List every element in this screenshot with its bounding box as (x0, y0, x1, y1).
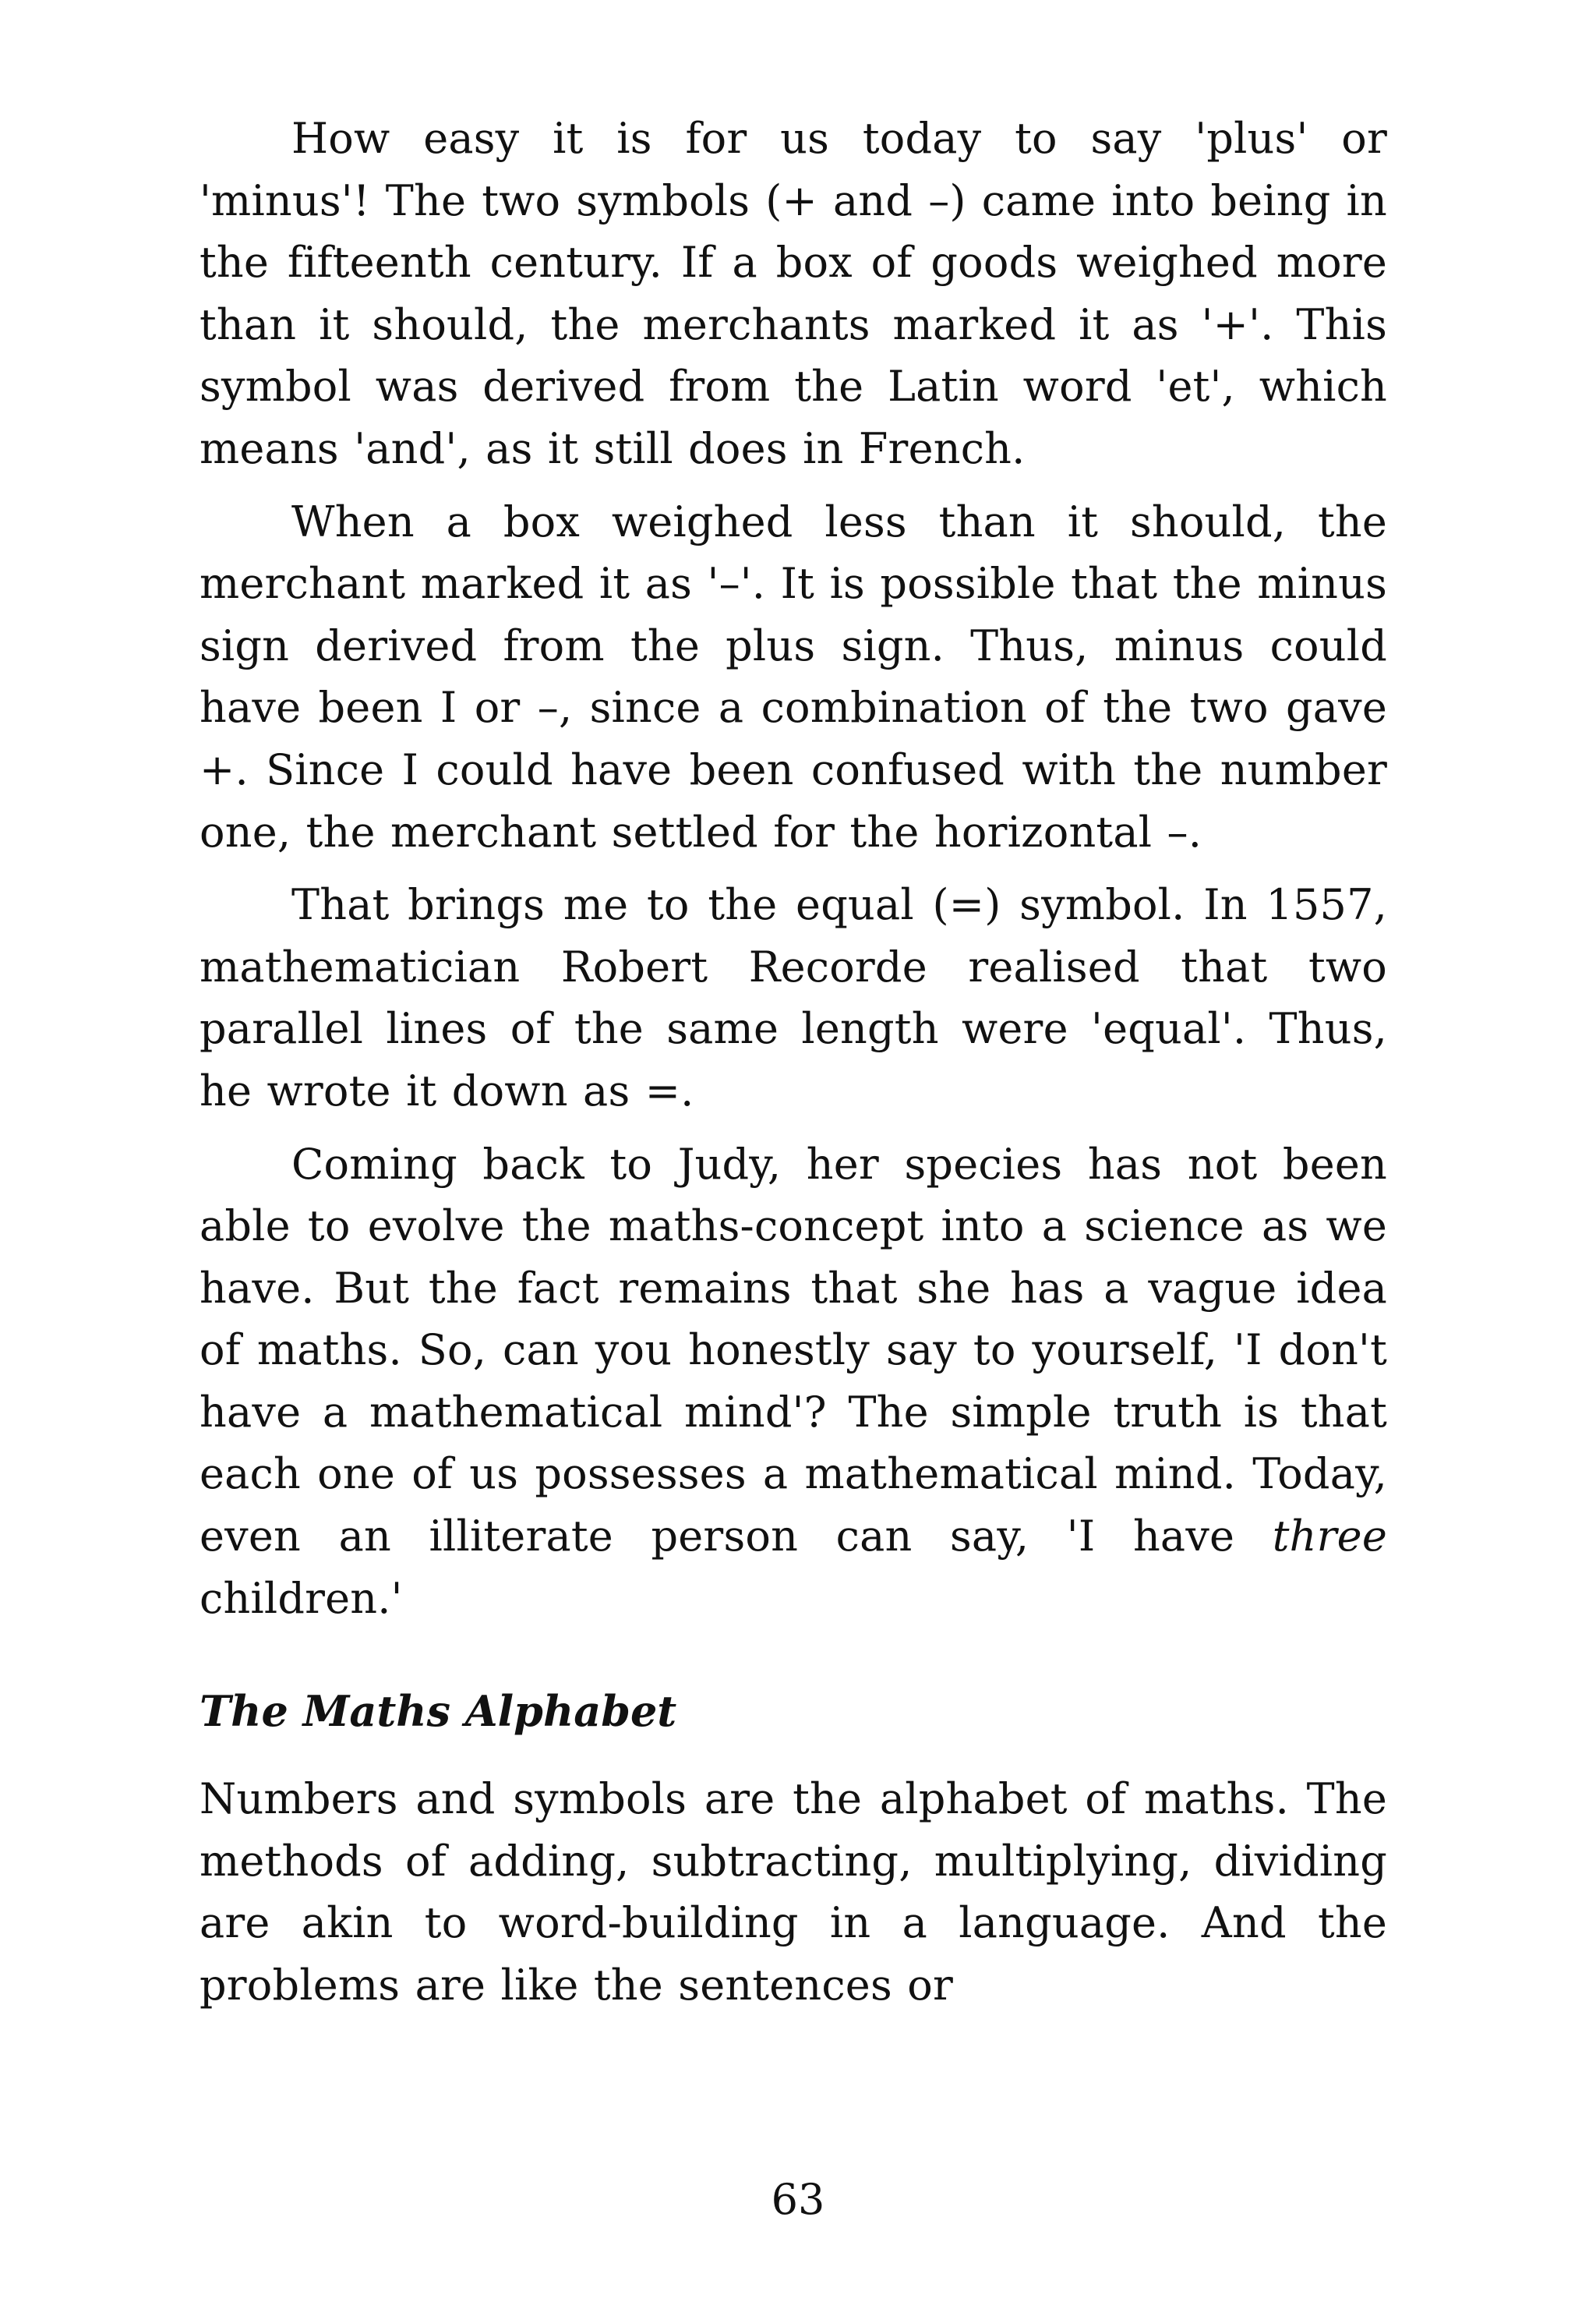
paragraph-maths-alphabet: Numbers and symbols are the alphabet of maths. The methods of adding, subtracting, multiplying, dividing are akin to word-building in a language. And the problems are like the sentences or (200, 1774, 1387, 2010)
paragraph-plus-minus: How easy it is for us today to say 'plus' or 'minus'! The two symbols (+ and –) came into being in the fifteenth century. If a box of goods weighed more than it should, the merchants marked it as '+'. This symbol was derived from the Latin word 'et', which means 'and', as it still does in French. (200, 114, 1387, 473)
paragraph-judy-text: Coming back to Judy, her species has not been able to evolve the maths-concept into a science as we have. But the fact remains that she has a vague idea of maths. So, can you honestly say to yourself, 'I don't have a mathematical mind'? The simple truth is that each one of us possesses a mathematical mind. Today, even an illiterate person can say, 'I have (200, 1139, 1387, 1561)
page-number: 63 (771, 2175, 825, 2224)
emphasis-three: three (1272, 1512, 1387, 1561)
section-heading: The Maths Alphabet (200, 1686, 677, 1737)
paragraph-minus-sign: When a box weighed less than it should, the merchant marked it as '–'. It is possible that the minus sign derived from the plus sign. Thus, minus could have been I or –, since a combination of the two gave +. Since I could have been confused with the number one, the merchant settled for the horizontal –. (200, 497, 1387, 857)
paragraph-equal-symbol: That brings me to the equal (=) symbol. In 1557, mathematician Robert Recorde realised that two parallel lines of the same length were 'equal'. Thus, he wrote it down as =. (200, 880, 1387, 1116)
page-body (200, 108, 1387, 2028)
paragraph-judy (200, 1133, 1387, 1630)
paragraph-judy-end: children.' (200, 1573, 403, 1623)
